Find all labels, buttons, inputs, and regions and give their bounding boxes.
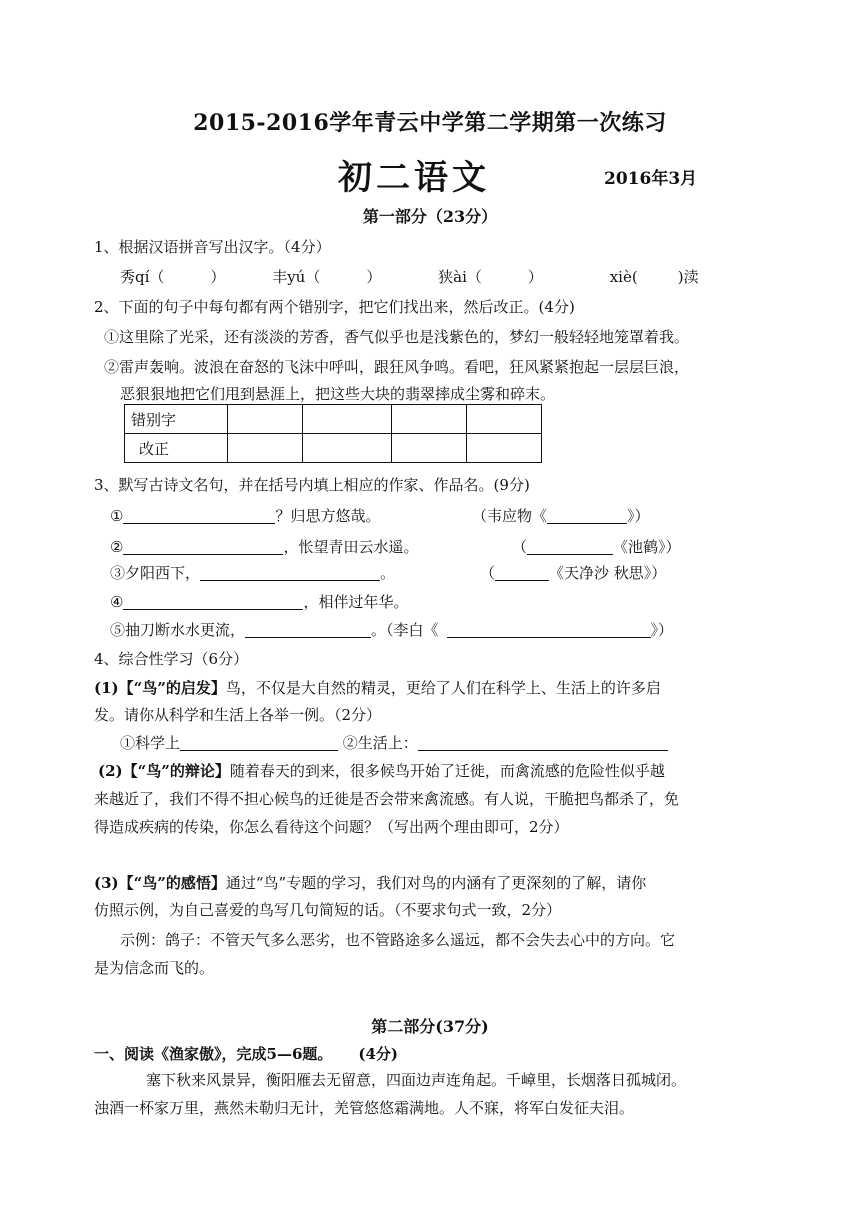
q4-example-line1: 示例：鸽子：不管天气多么恶劣，也不管路途多么遥远，都不会失去心中的方向。它	[120, 931, 676, 949]
q3-prompt: 3、默写古诗文名句，并在括号内填上相应的作家、作品名。(9分)	[94, 476, 530, 494]
q1-item-4: xiè(	[609, 268, 638, 286]
q3-blank-5[interactable]	[245, 621, 371, 638]
q3-author-5: 。（李白《	[371, 621, 439, 639]
q3-close-1: 》）	[627, 507, 650, 525]
q3-blank-2[interactable]	[123, 538, 283, 555]
q4-part1-text: 鸟，不仅是大自然的精灵，更给了人们在科学上、生活上的许多启	[225, 679, 661, 697]
part1-heading: 第一部分（23分）	[362, 207, 498, 226]
q3-line-1	[110, 505, 380, 526]
table-header-correct: 改正	[125, 434, 228, 463]
q4-part1-line2: 发。请你从科学和生活上各举一例。（2分）	[94, 706, 382, 724]
table-cell[interactable]	[392, 405, 467, 434]
q4-prompt: 4、综合性学习（6分）	[94, 650, 249, 668]
q4-part2-line3: 得造成疾病的传染，你怎么看待这个问题？（写出两个理由即可，2分）	[94, 818, 569, 836]
table-cell[interactable]	[467, 434, 542, 463]
poem-line-2: 浊酒一杯家万里，燕然未勒归无计，羌管悠悠霜满地。人不寐，将军白发征夫泪。	[94, 1099, 635, 1117]
q3-blank-1[interactable]	[123, 507, 275, 524]
q3-mark-4: ④	[110, 593, 124, 611]
q4-part3-line2: 仿照示例，为自己喜爱的鸟写几句简短的话。（不要求句式一致，2分）	[94, 901, 562, 919]
q3-source-1	[472, 505, 650, 526]
q3-mark-1: ①	[110, 507, 124, 525]
exam-title: 2015-2016学年青云中学第二学期第一次练习	[193, 110, 667, 136]
q1-close-4: )渎	[677, 268, 699, 286]
q3-line-5	[110, 619, 673, 640]
poem-line-1: 塞下秋来风景异，衡阳雁去无留意，四面边声连角起。千嶂里，长烟落日孤城闭。	[146, 1071, 687, 1089]
q3-blank-4[interactable]	[123, 593, 303, 610]
q1-prompt: 1、根据汉语拼音写出汉字。（4分）	[94, 238, 331, 256]
q1-close-1: ）	[210, 268, 226, 286]
table-cell[interactable]	[228, 405, 303, 434]
section1-score: (4分)	[358, 1045, 399, 1063]
q2-sentence-2a: ②雷声轰响。波浪在奋怒的飞沫中呼叫，跟狂风争鸣。看吧，狂风紧紧抱起一层层巨浪，	[104, 358, 690, 376]
q4-part2-line2: 来越近了，我们不得不担心候鸟的迁徙是否会带来禽流感。有人说，干脆把鸟都杀了，免	[94, 790, 680, 808]
q4-life-blank[interactable]	[418, 734, 668, 751]
table-header-wrong: 错别字	[125, 405, 228, 434]
q3-end-3: 。	[380, 564, 396, 582]
q3-blank-author-3[interactable]	[495, 564, 549, 581]
correction-table	[124, 404, 542, 463]
q4-example-line2: 是为信念而飞的。	[94, 959, 215, 977]
q3-source-2	[512, 536, 681, 557]
q3-blank-author-2[interactable]	[527, 538, 613, 555]
q3-mark-2: ②	[110, 538, 124, 556]
table-cell[interactable]	[467, 405, 542, 434]
q4-science-label: ①科学上	[120, 734, 181, 752]
q3-line-2	[110, 536, 418, 557]
q4-part3-line1	[94, 872, 646, 893]
q1-close-3: ）	[527, 268, 543, 286]
q3-title-2: 《池鹤》）	[613, 538, 681, 556]
table-cell[interactable]	[392, 434, 467, 463]
q3-text-1: ？归思方悠哉。	[275, 507, 381, 525]
q4-part1-answers	[120, 732, 668, 753]
part2-heading: 第二部分(37分)	[371, 1017, 489, 1036]
q4-part3-tag: (3)【“鸟”的感悟】	[94, 874, 226, 892]
q3-text-3: ③夕阳西下，	[110, 564, 201, 582]
q3-open-3: （	[480, 564, 496, 582]
q3-text-4: ，相伴过年华。	[303, 593, 409, 611]
q4-part2-tag: (2)【“鸟”的辩论】	[98, 762, 230, 780]
table-cell[interactable]	[228, 434, 303, 463]
subject-title: 初二语文	[338, 158, 490, 198]
q3-source-3	[480, 562, 666, 583]
q4-part2-line1	[98, 760, 665, 781]
table-row	[125, 405, 542, 434]
section1-title: 一、阅读《渔家傲》，完成5—6题。	[94, 1045, 333, 1063]
q4-life-label: ②生活上：	[342, 734, 418, 752]
q4-part1-line1	[94, 677, 661, 698]
table-row	[125, 434, 542, 463]
part2-section1	[94, 1043, 398, 1064]
q3-close-5: 》）	[650, 621, 674, 639]
q2-sentence-1: ①这里除了光采，还有淡淡的芳香，香气似乎也是浅紫色的，梦幻一般轻轻地笼罩着我。	[104, 328, 690, 346]
q4-part3-text: 通过“鸟”专题的学习，我们对鸟的内涵有了更深刻的了解，请你	[225, 874, 647, 892]
q3-open-2: （	[512, 538, 528, 556]
table-cell[interactable]	[303, 405, 392, 434]
q3-line-3	[110, 562, 395, 583]
q3-author-1: （韦应物《	[472, 507, 548, 525]
q3-line-4	[110, 591, 408, 612]
q3-blank-3[interactable]	[200, 564, 380, 581]
table-cell[interactable]	[303, 434, 392, 463]
q1-pinyin-row	[120, 266, 699, 287]
q3-blank-title-1[interactable]	[547, 507, 627, 524]
exam-date: 2016年3月	[604, 169, 698, 189]
q3-title-3: 《天净沙 秋思》）	[549, 564, 667, 582]
q3-text-2: ，怅望青田云水遥。	[283, 538, 419, 556]
q1-item-1: 秀qí（	[120, 268, 165, 286]
q2-prompt: 2、下面的句子中每句都有两个错别字，把它们找出来，然后改正。(4分)	[94, 298, 575, 316]
q2-sentence-2b: 恶狠狠地把它们甩到悬涯上，把这些大块的翡翠摔成尘雾和碎末。	[120, 385, 556, 403]
q4-part1-tag: (1)【“鸟”的启发】	[94, 679, 226, 697]
q1-close-2: ）	[366, 268, 382, 286]
q3-blank-title-5[interactable]	[447, 621, 651, 638]
q3-text-5: ⑤抽刀断水水更流，	[110, 621, 246, 639]
q1-item-2: 丰yú（	[272, 268, 321, 286]
q1-item-3: 狭ài（	[438, 268, 482, 286]
q4-part2-text: 随着春天的到来，很多候鸟开始了迁徙，而禽流感的危险性似乎越	[229, 762, 665, 780]
q4-science-blank[interactable]	[180, 734, 338, 751]
